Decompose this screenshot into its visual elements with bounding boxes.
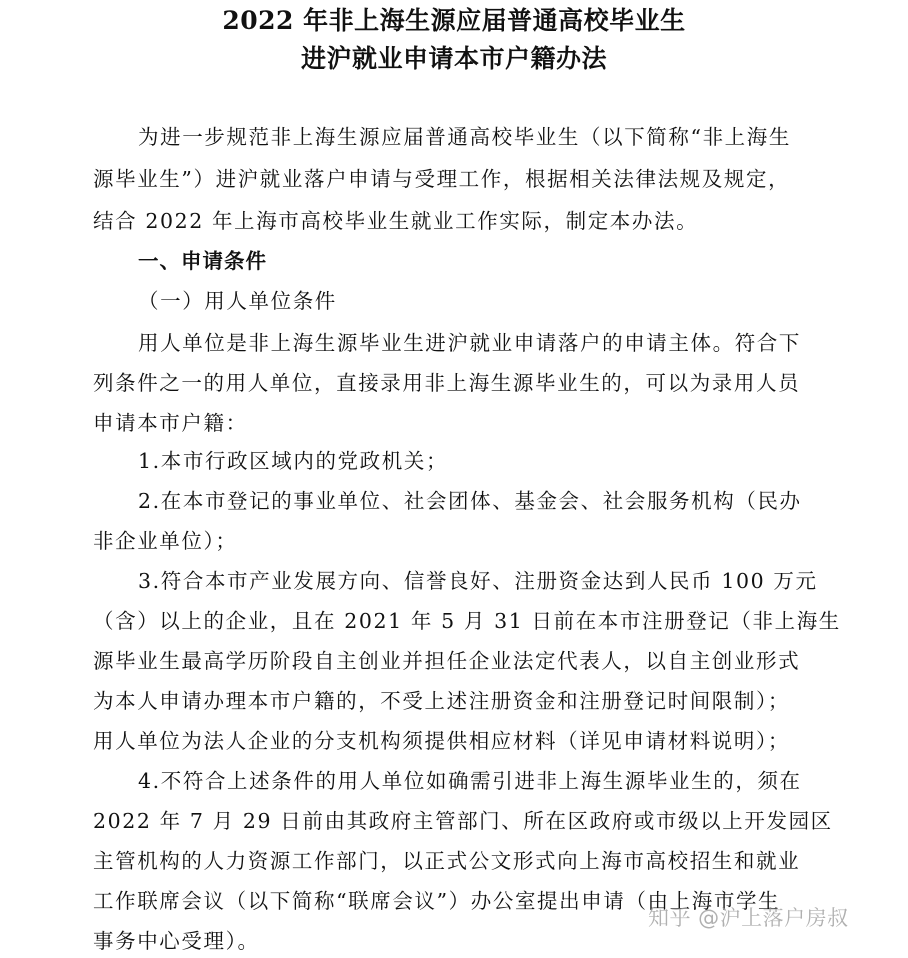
list-item-1: 1.本市行政区域内的党政机关； xyxy=(138,449,449,473)
list-item-3-line-3: 源毕业生最高学历阶段自主创业并担任企业法定代表人，以自主创业形式 xyxy=(93,649,801,673)
list-item-4-line-2: 2022 年 7 月 29 日前由其政府主管部门、所在区政府或市级以上开发园区 xyxy=(93,809,833,833)
body-line-6: 用人单位是非上海生源毕业生进沪就业申请落户的申请主体。符合下 xyxy=(138,331,801,355)
list-item-4-line-1: 4.不符合上述条件的用人单位如确需引进非上海生源毕业生的，须在 xyxy=(138,769,802,793)
document-title-line-1: 2022 年非上海生源应届普通高校毕业生 xyxy=(222,6,686,35)
body-line-2: 源毕业生”）进沪就业落户申请与受理工作，根据相关法律法规及规定， xyxy=(93,167,791,191)
list-item-4-line-5: 事务中心受理）。 xyxy=(93,929,260,953)
body-line-7: 列条件之一的用人单位，直接录用非上海生源毕业生的，可以为录用人员 xyxy=(93,371,801,395)
list-item-2-line-1: 2.在本市登记的事业单位、社会团体、基金会、社会服务机构（民办 xyxy=(138,489,802,513)
zhihu-watermark: 知乎 @沪上落户房叔 xyxy=(648,906,849,930)
list-item-3-line-5: 用人单位为法人企业的分支机构须提供相应材料（详见申请材料说明）； xyxy=(93,729,790,753)
body-line-1: 为进一步规范非上海生源应届普通高校毕业生（以下简称“非上海生 xyxy=(138,125,791,149)
list-item-3-line-1: 3.符合本市产业发展方向、信誉良好、注册资金达到人民币 100 万元 xyxy=(138,569,818,593)
section-heading: 一、申请条件 xyxy=(138,249,267,273)
document-title-line-2: 进沪就业申请本市户籍办法 xyxy=(300,44,607,73)
list-item-3-line-4: 为本人申请办理本市户籍的，不受上述注册资金和注册登记时间限制）； xyxy=(93,689,790,713)
subsection-heading: （一）用人单位条件 xyxy=(138,289,337,313)
body-line-8: 申请本市户籍： xyxy=(93,411,248,435)
list-item-4-line-3: 主管机构的人力资源工作部门，以正式公文形式向上海市高校招生和就业 xyxy=(93,849,801,873)
body-line-3: 结合 2022 年上海市高校毕业生就业工作实际，制定本办法。 xyxy=(93,209,699,233)
list-item-3-line-2: （含）以上的企业，且在 2021 年 5 月 31 日前在本市注册登记（非上海生 xyxy=(93,609,841,633)
list-item-4-line-4: 工作联席会议（以下简称“联席会议”）办公室提出申请（由上海市学生 xyxy=(93,889,781,913)
list-item-2-line-2: 非企业单位）； xyxy=(93,529,238,553)
